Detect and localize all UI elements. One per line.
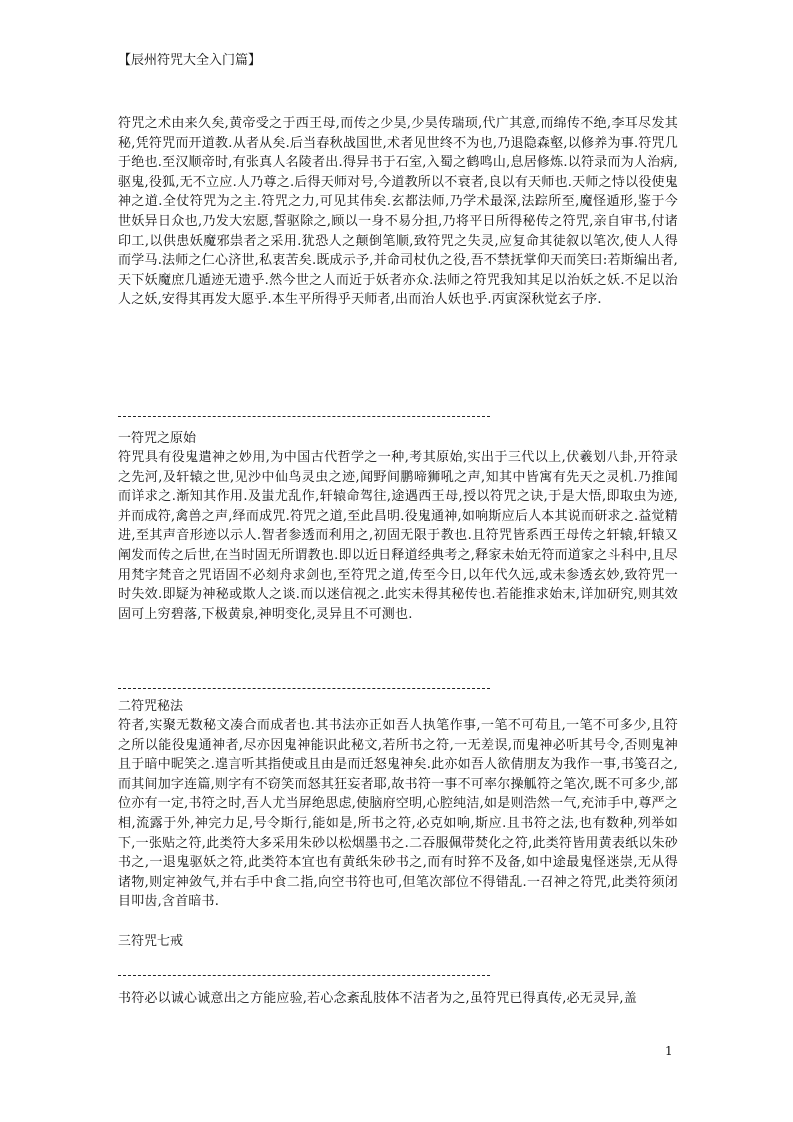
section-body-secret-method: 符者,实聚无数秘文凑合而成者也.其书法亦正如吾人执笔作事,一笔不可苟且,一笔不可多少,且符之所以能役鬼通神者,尽亦因鬼神能识此秘文,若所书之符,一无差误,而鬼神必听其号令,否则鬼神且于暗中昵笑之.遑言听其指使或且由是而迁怒鬼神矣.此亦如吾人欲倩朋友为我作一事,书笺召之,而其间加字连篇,则字有不窃笑而怒其狂妄者耶,故书符一事不可率尔操觚符之笔次,既不可多少,部位亦有一定,书符之时,吾人尤当屏绝思虑,使脑府空明,心腔纯洁,如是则浩然一气,充沛手中,尊严之相,流露于外,神完力足,号令斯行,能如是,所书之符,必克如响,斯应.且书符之法,也有数种,列举如下,一张贴之符,此类符大多采用朱砂以松烟墨书之.二吞服佩带焚化之符,此类符皆用黄表纸以朱砂书之,一退鬼驱妖之符,此类符本宜也有黄纸朱砂书之,而有时猝不及备,如中途最鬼怪迷崇,无从得诸物,则定神敛气,并右手中食二指,向空书符也可,但笔次部位不得错乱.一召神之符咒,此类符须闭目叩齿,含首暗书. xyxy=(118,718,678,910)
section-divider xyxy=(118,688,490,689)
section-title-seven-precepts: 三符咒七戒 xyxy=(118,934,184,949)
section-title-secret-method: 二符咒秘法 xyxy=(118,699,184,714)
document-header: 【辰州符咒大全入门篇】 xyxy=(118,53,262,68)
section-divider xyxy=(118,975,490,976)
section-body-origin: 符咒具有役鬼遣神之妙用,为中国古代哲学之一种,考其原始,实出于三代以上,伏羲划八卦,开符录之先河,及轩辕之世,见沙中仙鸟灵虫之迹,闻野间鹏啼狮吼之声,知其中皆寓有先天之灵机.乃推闻而详求之.渐知其作用.及蚩尤乱作,轩辕命驾往,途遇西王母,授以符咒之诀,于是大悟,即取虫为迹,并而成符,禽兽之声,绎而成咒.符咒之道,至此昌明.役鬼通神,如响斯应后人本其说而研求之.益觉精进,至其声音形迹以示人.智者参透而利用之,初固无限于教也.且符咒皆系西王母传之轩辕,轩辕又阐发而传之后世,在当时固无所谓教也.即以近日释道经典考之,释家未始无符而道家之斗科中,且尽用梵字梵音之咒语固不必刻舟求剑也,至符咒之道,传至今日,以年代久远,或未参透玄妙,致符咒一时失效.即疑为神秘或欺人之谈.而以迷信视之.此实未得其秘传也.若能推求始末,详加研究,则其效固可上穷碧落,下极黄泉,神明变化,灵异且不可测也. xyxy=(118,450,678,622)
preface-paragraph: 符咒之术由来久矣,黄帝受之于西王母,而传之少昊,少昊传瑞顼,代广其意,而绵传不绝,李耳尽发其秘,凭符咒而开道教.从者从矣.后当春秋战国世,术者见世终不为也,乃退隐森壑,以修养为事.符咒几于绝也.至汉顺帝时,有张真人名陵者出.得异书于石室,入蜀之鹤鸣山,息居修炼.以符录而为人治病,驱鬼,役狐,无不立应.人乃尊之.后得天师对号,今道教所以不衰者,良以有天师也.天师之恃以役使鬼神之道.全仗符咒为之主.符咒之力,可见其伟矣.玄都法师,乃学术最深,法踪所至,魔怪遁形,鉴于今世妖异日众也,乃发大宏愿,誓驱除之,顾以一身不易分担,乃将平日所得秘传之符咒,亲自审书,付诸印工,以供患妖魔邪祟者之采用.犹恐人之颠倒笔顺,致符咒之失灵,应复命其徒叙以笔次,使人人得而学马.法师之仁心济世,私衷苦矣.既成示予,并命司杖仇之役,吾不禁抚掌仰天而笑曰:若斯编出者,天下妖魔庶几遁迹无遗乎.然今世之人而近于妖者亦众.法师之符咒我知其足以治妖之妖.不足以治人之妖,安得其再发大愿乎.本生平所得乎天师者,出而治人妖也乎.丙寅深秋觉玄子序. xyxy=(118,116,678,308)
page-number: 1 xyxy=(665,1044,673,1058)
section-title-origin: 一符咒之原始 xyxy=(118,431,197,446)
section-body-seven-precepts: 书符必以诚心诚意出之方能应验,若心念紊乱肢体不洁者为之,虽符咒已得真传,必无灵异,盖 xyxy=(118,991,637,1006)
section-divider xyxy=(118,416,490,417)
